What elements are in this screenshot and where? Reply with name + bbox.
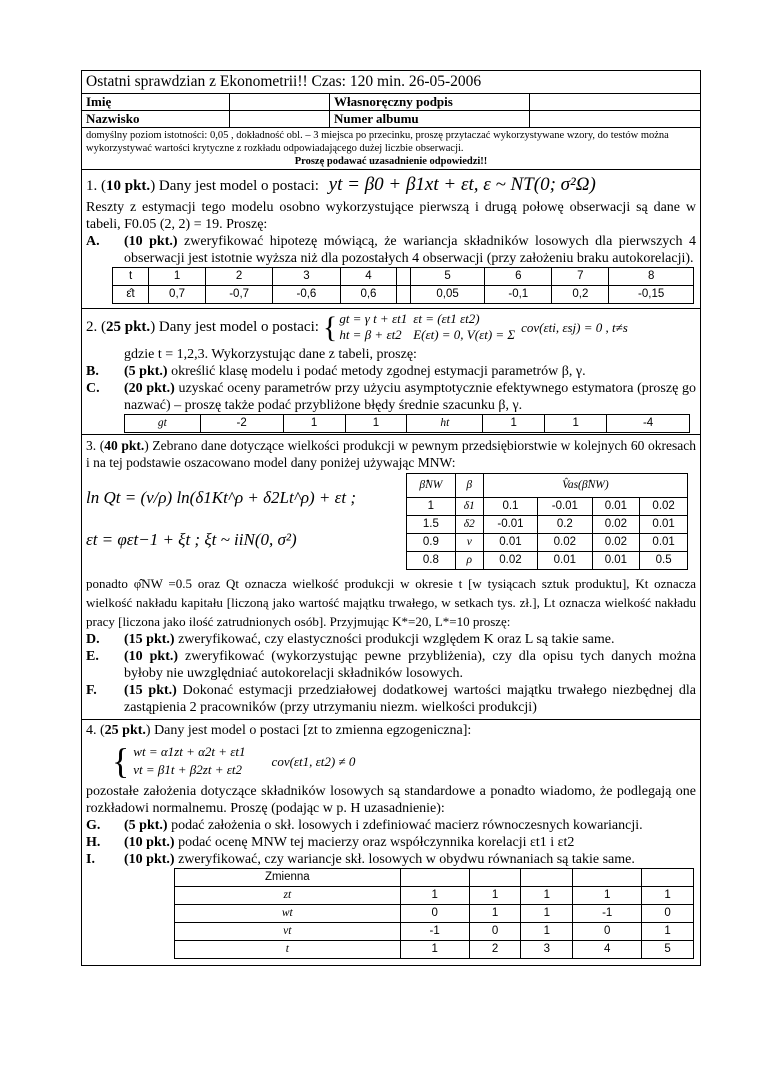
q4-cell: 4 [573, 941, 642, 959]
instructions [82, 128, 700, 170]
q3-formula1: ln Qt = (ν/ρ) ln(δ1Kt^ρ + δ2Lt^ρ) + εt ; [86, 488, 356, 507]
q4-table-row [175, 923, 694, 941]
header-row-1 [82, 94, 700, 111]
q4-task-h: H. (10 pkt.) podać ocenę MNW tej macierzy oraz współczynnika korelacji εt1 i εt2 [86, 835, 575, 850]
q1-e-cell: 0,6 [340, 286, 397, 304]
q4-model [112, 739, 696, 783]
q1-e-cell: -0,15 [609, 286, 694, 304]
q4-cell: 0 [642, 905, 694, 923]
q4-cell: 0 [573, 923, 642, 941]
q3-cell: 0.01 [592, 498, 640, 516]
q1-t-cell: 1 [149, 268, 206, 286]
podpis-label: Własnoręczny podpis [330, 94, 530, 110]
q2-cell: -4 [607, 415, 690, 433]
question-3 [82, 435, 700, 720]
q3-cell: 0.01 [640, 534, 688, 552]
q3-text: ponadto φ̂NW =0.5 oraz Qt oznacza wielkość produkcji w okresie t [w tysiącach sztuk produktu], Kt oznacza wielkość nakładu kapitału [liczoną jako wartość majątku trwałego, w setkach tys. zł.], Lt oznacza wielkość nakładu pracy [liczona jako ilość zatrudnionych osób]. Przyjmując K*=20, L*=10 proszę: [86, 576, 696, 629]
q1-t-cell: 3 [273, 268, 340, 286]
q3-col-var: V̂as(β̂NW) [483, 474, 687, 498]
q4-cell: 0 [469, 923, 521, 941]
q3-task-e: E. (10 pkt.) zweryfikować (wykorzystując pewne przybliżenia), czy dla opisu tych danych można byłoby nie uwzględniać autokorelacji składników losowych. [86, 649, 697, 681]
q3-cell: 0.02 [483, 552, 537, 570]
q3-col-bhat: β̂NW [407, 474, 456, 498]
q3-cell: 0.02 [592, 534, 640, 552]
album-label: Numer albumu [330, 111, 530, 127]
q4-cell: 1 [400, 887, 469, 905]
q2-task-b: B. (5 pkt.) określić klasę modelu i podać metody zgodnej estymacji parametrów β, γ. [86, 364, 586, 379]
q4-cell: 5 [642, 941, 694, 959]
q2-brace: { [322, 310, 338, 344]
q4-eq1: wt = α1zt + α2t + εt1 [133, 744, 246, 759]
q3-cell: 0.01 [592, 552, 640, 570]
q4-cell: vt [175, 923, 401, 941]
q4-cell: 1 [642, 887, 694, 905]
q3-table-row [407, 534, 688, 552]
q1-t-cell: 6 [485, 268, 552, 286]
q3-task-d: D. (15 pkt.) zweryfikować, czy elastyczności produkcji względem K oraz L są takie same. [86, 632, 615, 647]
q1-t-cell: 8 [609, 268, 694, 286]
q3-cell: 0.01 [640, 516, 688, 534]
q4-heading: 4. (25 pkt.) Dany jest model o postaci [zt to zmienna egzogeniczna]: [86, 723, 472, 738]
q4-cell: 1 [521, 923, 573, 941]
q3-cell: 0.02 [640, 498, 688, 516]
exam-sheet [81, 70, 701, 966]
q2-cell: -2 [200, 415, 283, 433]
q2-cell: gt [125, 415, 201, 433]
q2-eq5: cov(εti, εsj) = 0 , t≠s [521, 319, 628, 335]
q3-cell: 0.9 [407, 534, 456, 552]
q3-model [86, 473, 696, 570]
q2-cell: 1 [483, 415, 545, 433]
q3-table [406, 473, 688, 570]
q2-task-c: C. (20 pkt.) uzyskać oceny parametrów przy użyciu asymptotycznie efektywnego estymatora (proszę go nazwać) – proszę także podać przybliżone błędy średnie szacunku β, γ. [86, 381, 696, 413]
question-1 [82, 170, 700, 309]
q4-cell: 1 [400, 941, 469, 959]
imie-label: Imię [82, 94, 230, 110]
q2-eq4: E(εt) = 0, V(εt) = Σ [413, 327, 516, 342]
q1-table [112, 267, 694, 304]
q4-task-i: I. (10 pkt.) zweryfikować, czy wariancje skł. losowych w obydwu równaniach są takie same. [86, 852, 635, 867]
q4-cell: wt [175, 905, 401, 923]
q1-e-cell [397, 286, 411, 304]
q4-cell: 1 [642, 923, 694, 941]
q2-eq2: ht = β + εt2 [339, 327, 402, 342]
q4-cell: 3 [521, 941, 573, 959]
q4-task-g: G. (5 pkt.) podać założenia o skł. losowych i zdefiniować macierz równoczesnych kowariancji. [86, 818, 643, 833]
q4-head: Zmienna [175, 869, 401, 887]
q3-cell: 0.01 [483, 534, 537, 552]
q3-task-f: F. (15 pkt.) Dokonać estymacji przedziałowej dodatkowej wartości majątku trwałego niezbędnej dla zastąpienia 2 pracowników (przy utrzymaniu niezm. wielkości produkcji) [86, 683, 696, 715]
q2-table [124, 414, 690, 433]
q3-col-b: β [455, 474, 483, 498]
exam-title: Ostatni sprawdzian z Ekonometrii!! Czas: 120 min. 26-05-2006 [82, 71, 700, 94]
q3-cell: 0.5 [640, 552, 688, 570]
q1-e-cell: 0,05 [410, 286, 484, 304]
q1-t-cell: 2 [206, 268, 273, 286]
q4-cell: 2 [469, 941, 521, 959]
q1-t-cell: 4 [340, 268, 397, 286]
q1-e-cell: -0,7 [206, 286, 273, 304]
q1-e-label: ε̂t [113, 286, 149, 304]
q3-cell: 1.5 [407, 516, 456, 534]
q4-cell: 1 [521, 905, 573, 923]
nazwisko-field[interactable] [230, 111, 330, 127]
q1-t-label: t [113, 268, 149, 286]
q4-cell: 1 [469, 905, 521, 923]
imie-field[interactable] [230, 94, 330, 110]
q4-cell: -1 [400, 923, 469, 941]
q4-cell: 1 [469, 887, 521, 905]
q2-cell: 1 [283, 415, 345, 433]
q1-t-cell: 5 [410, 268, 484, 286]
q3-table-row [407, 498, 688, 516]
q2-cell: 1 [345, 415, 407, 433]
q4-table-row [175, 941, 694, 959]
q2-eq1: gt = γ t + εt1 [339, 311, 408, 326]
q4-cell: t [175, 941, 401, 959]
q3-cell: 0.02 [538, 534, 592, 552]
q4-cell: 1 [573, 887, 642, 905]
q4-cell: 0 [400, 905, 469, 923]
podpis-field[interactable] [530, 94, 700, 110]
q1-t-cell [397, 268, 411, 286]
q1-text: Reszty z estymacji tego modelu osobno wykorzystujące pierwszą i drugą połowę obserwacji są dane w tabeli, F0.05 (2, 2) = 19. Proszę: [86, 200, 696, 232]
q3-cell: ρ [455, 552, 483, 570]
q3-cell: 0.01 [538, 552, 592, 570]
q1-task-a: A. (10 pkt.) zweryfikować hipotezę mówiącą, że wariancja składników losowych dla pierwszych 4 obserwacji jest istotnie wyższa niż dla pozostałych 4 obserwacji (przy założeniu braku autokorelacji). [86, 234, 696, 266]
q3-cell: 0.1 [483, 498, 537, 516]
q2-eq3: εt = (εt1 εt2) [413, 311, 480, 326]
q1-t-cell: 7 [552, 268, 609, 286]
q3-cell: 0.2 [538, 516, 592, 534]
q4-table-row [175, 905, 694, 923]
q4-eq2: vt = β1t + β2zt + εt2 [133, 762, 242, 777]
q3-cell: δ1 [455, 498, 483, 516]
question-4 [82, 720, 700, 965]
q2-cell: 1 [545, 415, 607, 433]
q2-heading: 2. ( 25 pkt. ) Dany jest model o postaci: { gt = γ t + εt1 ht = β + εt2 εt = (εt1 εt2) E(εt) = 0, V(εt) = Σ cov(εti, εsj) = 0 , t≠s [86, 310, 628, 344]
q3-table-row [407, 552, 688, 570]
q4-brace: { [112, 740, 130, 781]
q3-cell: 1 [407, 498, 456, 516]
question-2 [82, 309, 700, 435]
q2-where: gdzie t = 1,2,3. Wykorzystując dane z tabeli, proszę: [124, 347, 417, 362]
q2-cell: ht [407, 415, 483, 433]
instructions-text: domyślny poziom istotności: 0,05 , dokładność obl. – 3 miejsca po przecinku, proszę przytaczać wykorzystywane wzory, do testów można wykorzystywać wartości krytyczne z rozkładu odpowiadającego dużej liczbie obserwacji. [86, 130, 669, 154]
q1-e-cell: 0,2 [552, 286, 609, 304]
q3-cell: 0.02 [592, 516, 640, 534]
q4-text: pozostałe założenia dotyczące składników losowych są standardowe a ponadto wiadomo, że podlegają one rozkładowi normalnemu. Proszę (podając w p. H uzasadnienie): [86, 784, 696, 816]
q3-cell: -0.01 [483, 516, 537, 534]
q3-cell: δ2 [455, 516, 483, 534]
nazwisko-label: Nazwisko [82, 111, 230, 127]
q4-cell: 1 [521, 887, 573, 905]
q3-table-row [407, 516, 688, 534]
q1-heading: 1. (10 pkt.) Dany jest model o postaci: yt = β0 + β1xt + εt, ε ~ NT(0; σ²Ω) [86, 174, 596, 195]
q1-formula: yt = β0 + β1xt + εt, ε ~ NT(0; σ²Ω) [328, 174, 596, 195]
q1-e-cell: -0,6 [273, 286, 340, 304]
q3-cell: 0.8 [407, 552, 456, 570]
q3-cell: ν [455, 534, 483, 552]
q4-cell: zt [175, 887, 401, 905]
q3-cell: -0.01 [538, 498, 592, 516]
q1-e-cell: -0,1 [485, 286, 552, 304]
q3-heading: 3. (40 pkt.) Zebrano dane dotyczące wielkości produkcji w pewnym przedsiębiorstwie w kolejnych 60 okresach i na tej podstawie oszacowano model dany poniżej używając MNW: [86, 438, 696, 470]
q4-table [174, 868, 694, 959]
instructions-bold: Proszę podawać uzasadnienie odpowiedzi!! [294, 156, 488, 167]
album-field[interactable] [530, 111, 700, 127]
q1-e-cell: 0,7 [149, 286, 206, 304]
q3-formula2: εt = φεt−1 + ξt ; ξt ~ iiN(0, σ²) [86, 530, 297, 549]
q4-table-row [175, 887, 694, 905]
q4-cell: -1 [573, 905, 642, 923]
header-row-2 [82, 111, 700, 128]
q4-eq3: cov(εt1, εt2) ≠ 0 [271, 753, 356, 769]
